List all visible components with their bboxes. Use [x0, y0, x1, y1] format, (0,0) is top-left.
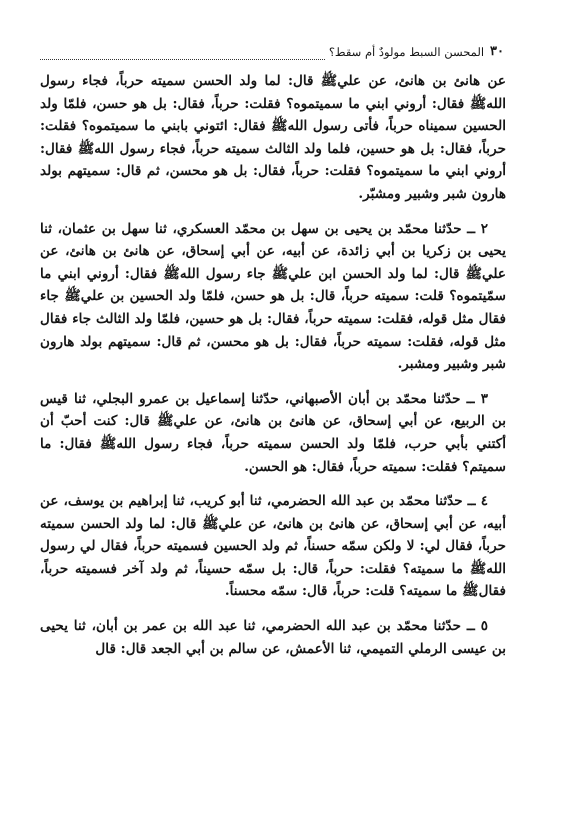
page-number: ٣٠	[490, 44, 504, 59]
paragraph-hadith-5: ٥ ــ حدّثنا محمّد بن عبد الله الحضرمي، ثنا عبد الله بن عمر بن أبان، ثنا يحيى بن عيسى الرملي التميمي، ثنا الأعمش، عن سالم بن أبي الجعد قال: قال	[40, 618, 506, 657]
paragraph-hadith-2: ٢ ــ حدّثنا محمّد بن يحيى بن سهل بن محمّد العسكري، ثنا سهل بن عثمان، ثنا يحيى بن زكريا بن أبي زائدة، عن أبيه، عن أبي إسحاق، عن هانئ بن هانئ، عن عليﷺ قال: لما ولد الحسن ابن عليﷺ جاء رسول اللهﷺ فقال: أروني ابني ما سمّيتموه؟ قلت: سميته حرباً، قال: بل هو حسن، فلمّا ولد الحسين بن عليﷺ جاء فقال مثل قوله، فقلت: سميته حرباً، فقال: بل هو حسين، فلمّا ولد الثالث جاء فقال مثل قوله، فقلت: سميته حرباً، فقال: بل هو محسن، ثم قال: سميتهم بولد هارون شبر وشبير ومشبر.	[40, 220, 506, 373]
paragraph-continuation: عن هانئ بن هانئ، عن عليﷺ قال: لما ولد الحسن سميته حرباً، فجاء رسول اللهﷺ فقال: أروني ابني ما سميتموه؟ فقلت: حرباً، فقال: بل هو حسن، فلمّا ولد الحسين سميناه حرباً، فأتى رسول اللهﷺ فقال: ائتوني بابني ما سميتموه؟ فقلت: حرباً، فقال: بل هو حسين، فلما ولد الثالث سميته حرباً، فجاء رسول اللهﷺ فقال: أروني ابني ما سميتموه؟ فقلت: حرباً، فقال: بل هو محسن، ثم قال: سميتهم بولد هارون شبر وشبير ومشبّر.	[40, 73, 506, 202]
header-dotted-rule	[40, 48, 325, 60]
paragraph-hadith-4: ٤ ــ حدّثنا محمّد بن عبد الله الحضرمي، ثنا أبو كريب، ثنا إبراهيم بن يوسف، عن أبيه، عن أبي إسحاق، عن هانئ بن هانئ، عن عليﷺ قال: لما ولد الحسن سميته حرباً، فقال لي: لا ولكن سمّه حسناً، ثم ولد الحسين فسميته حرباً، فقال لي رسول اللهﷺ ما سميته؟ فقلت: حرباً، قال: بل سمّه حسيناً، ثم ولد آخر فسميته حرباً، فقالﷺ ما سميته؟ قلت: حرباً، قال: سمّه محسناً.	[40, 493, 506, 600]
paragraph-hadith-3: ٣ ــ حدّثنا محمّد بن أبان الأصبهاني، حدّثنا إسماعيل بن عمرو البجلي، ثنا قيس بن الربيع، عن أبي إسحاق، عن هانئ بن هانئ، عن عليﷺ قال: كنت أحبّ أن أكتني بأبي حرب، فلمّا ولد الحسن سميته حرباً، فجاء رسول اللهﷺ فقال: ما سميتم؟ فقلت: سميته حرباً، فقال: هو الحسن.	[40, 390, 506, 475]
page-header	[40, 42, 504, 60]
body-text	[40, 70, 506, 672]
running-title: المحسن السبط مولودٌ أم سقط؟	[328, 45, 485, 59]
